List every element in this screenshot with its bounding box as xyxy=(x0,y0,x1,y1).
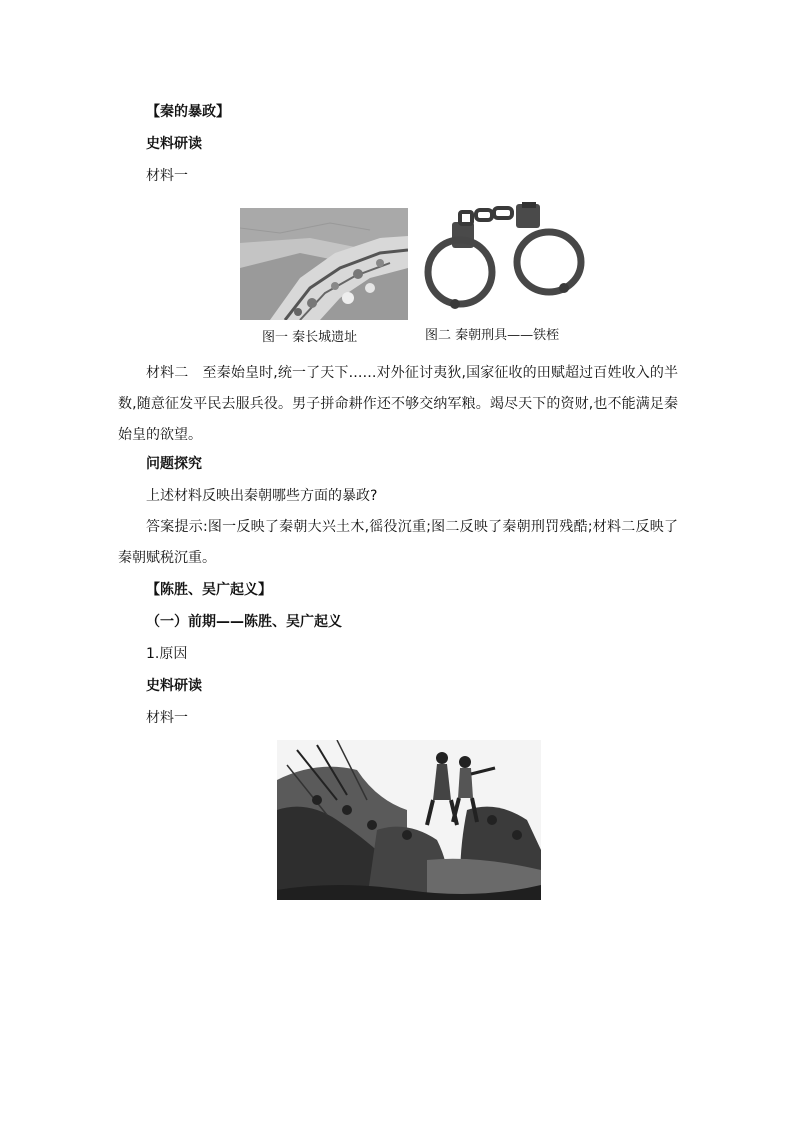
figure2-caption: 图二 秦朝刑具——铁桎 xyxy=(425,328,560,343)
subheading-early-period: （一）前期——陈胜、吴广起义 xyxy=(146,614,342,630)
material1-label-2: 材料一 xyxy=(146,710,188,726)
inquiry-heading: 问题探究 xyxy=(146,456,202,472)
subheading-source-study: 史料研读 xyxy=(146,136,202,152)
uprising-illustration-image xyxy=(277,740,541,900)
figure1-caption: 图一 秦长城遗址 xyxy=(262,330,358,345)
material1-label: 材料一 xyxy=(146,168,188,184)
iron-shackles-image xyxy=(422,200,590,320)
great-wall-ruins-image xyxy=(240,208,408,320)
answer-paragraph: 答案提示:图一反映了秦朝大兴土木,徭役沉重;图二反映了秦朝刑罚残酷;材料二反映了秦朝赋税沉重。 xyxy=(118,519,678,566)
section-heading-qin-tyranny: 【秦的暴政】 xyxy=(146,104,230,120)
material2-paragraph: 材料二 至秦始皇时,统一了天下……对外征讨夷狄,国家征收的田赋超过百姓收入的半数,随意征发平民去服兵役。男子拼命耕作还不够交纳军粮。竭尽天下的资财,也不能满足秦始皇的欲望。 xyxy=(118,365,678,443)
subheading-source-study-2: 史料研读 xyxy=(146,678,202,694)
question-text: 上述材料反映出秦朝哪些方面的暴政? xyxy=(146,488,378,504)
section-heading-chen-wu-uprising: 【陈胜、吴广起义】 xyxy=(146,582,272,598)
item-cause: 1.原因 xyxy=(146,646,188,662)
